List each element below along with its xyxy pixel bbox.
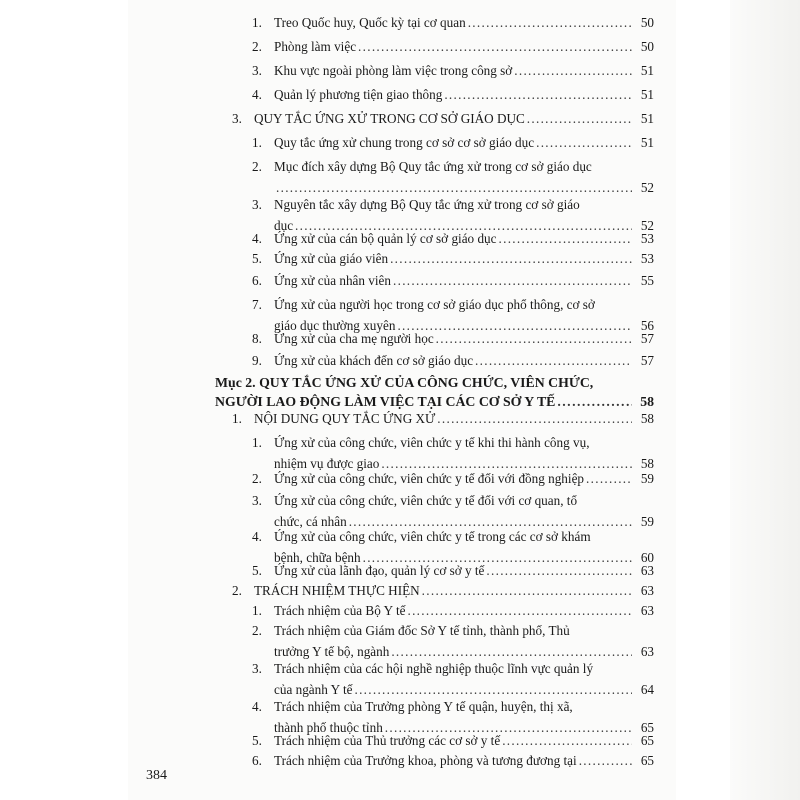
toc-entry-title: Nguyên tắc xây dựng Bộ Quy tắc ứng xử trong cơ sở giáo <box>274 197 580 212</box>
toc-entry-title: Trách nhiệm của Trưởng phòng Y tế quận, huyện, thị xã, <box>274 699 573 714</box>
toc-entry-number: 2. <box>252 623 262 638</box>
toc-entry <box>252 434 654 472</box>
toc-entry <box>252 330 654 347</box>
toc-entry-page: 51 <box>640 135 654 150</box>
toc-entry <box>252 230 654 247</box>
toc-entry-page: 64 <box>640 682 654 697</box>
toc-entry-title: Ứng xử của khách đến cơ sở giáo dục <box>274 353 474 368</box>
toc-entry <box>252 14 654 31</box>
dot-leader <box>536 134 632 151</box>
toc-entry-title: Ứng xử của công chức, viên chức y tế đối với cơ quan, tổ <box>274 493 578 508</box>
dot-leader <box>527 110 632 127</box>
toc-entry-number: 4. <box>252 529 262 544</box>
toc-entry <box>215 374 654 410</box>
toc-entry-page: 53 <box>640 231 654 246</box>
toc-entry-page: 50 <box>640 39 654 54</box>
toc-entry-title: Ứng xử của người học trong cơ sở giáo dục phổ thông, cơ sở <box>274 297 595 312</box>
toc-entry-title: Trách nhiệm của Trưởng khoa, phòng và tương đương tại <box>274 753 577 768</box>
toc-entry-page: 65 <box>640 720 654 735</box>
dot-leader <box>437 410 632 427</box>
toc-entry-title: Treo Quốc huy, Quốc kỳ tại cơ quan <box>274 15 466 30</box>
toc-entry-number: 5. <box>252 733 262 748</box>
toc-entry <box>232 582 654 599</box>
toc-entry-page: 51 <box>640 87 654 102</box>
toc-entry-title: Quy tắc ứng xử chung trong cơ sở cơ sở giáo dục <box>274 135 535 150</box>
toc-entry-page: 58 <box>640 456 654 471</box>
toc-entry-title: TRÁCH NHIỆM THỰC HIỆN <box>254 583 420 598</box>
toc-entry <box>252 492 654 530</box>
toc-entry <box>252 296 654 334</box>
toc-entry <box>252 134 654 151</box>
toc-entry <box>252 732 654 749</box>
toc-entry <box>252 562 654 579</box>
toc-entry-page: 50 <box>640 15 654 30</box>
toc-entry-page: 59 <box>640 471 654 486</box>
toc-entry-page: 63 <box>640 603 654 618</box>
dot-leader <box>586 470 632 487</box>
toc-entry-title: của ngành Y tế <box>274 682 353 697</box>
toc-entry <box>252 352 654 369</box>
toc-entry-title: bệnh, chữa bệnh <box>274 550 361 565</box>
dot-leader <box>502 732 632 749</box>
toc-entry-title: Ứng xử của cán bộ quản lý cơ sở giáo dục <box>274 231 497 246</box>
page-edge-shadow <box>730 0 800 800</box>
dot-leader <box>499 230 633 247</box>
dot-leader <box>390 250 632 267</box>
toc-entry-title: Ứng xử của công chức, viên chức y tế trong các cơ sở khám <box>274 529 591 544</box>
toc-entry-number: 1. <box>252 435 262 450</box>
toc-entry-number: 3. <box>252 493 262 508</box>
toc-entry-title: Trách nhiệm của Bộ Y tế <box>274 603 406 618</box>
toc-entry-title: Ứng xử của công chức, viên chức y tế đối với đồng nghiệp <box>274 471 585 486</box>
toc-entry-page: 65 <box>640 733 654 748</box>
toc-entry <box>252 602 654 619</box>
toc-entry-title: trưởng Y tế bộ, ngành <box>274 644 390 659</box>
toc-entry <box>252 470 654 487</box>
dot-leader <box>393 272 632 289</box>
toc-entry-title: Ứng xử của công chức, viên chức y tế khi thi hành công vụ, <box>274 435 590 450</box>
toc-entry-number: 2. <box>252 39 262 54</box>
toc-entry-number: 2. <box>252 471 262 486</box>
dot-leader <box>444 86 632 103</box>
toc-entry-number: 3. <box>252 63 262 78</box>
toc-entry <box>232 410 654 427</box>
toc-entry-title: Ứng xử của giáo viên <box>274 251 389 266</box>
dot-leader <box>486 562 632 579</box>
dot-leader <box>391 643 632 660</box>
toc-entry-number: 4. <box>252 699 262 714</box>
toc-entry-page: 63 <box>640 563 654 578</box>
toc-entry-page: 53 <box>640 251 654 266</box>
toc-entry-page: 65 <box>640 753 654 768</box>
dot-leader <box>422 582 632 599</box>
toc-entry-page: 57 <box>640 353 654 368</box>
toc-entry-title: nhiệm vụ được giao <box>274 456 380 471</box>
toc-entry-number: 1. <box>252 603 262 618</box>
toc-entry-page: 56 <box>640 318 654 333</box>
toc-entry <box>252 272 654 289</box>
toc-entry <box>252 698 654 736</box>
toc-entry-number: 3. <box>252 197 262 212</box>
page-number: 384 <box>146 768 167 783</box>
toc-entry-page: 52 <box>640 218 654 233</box>
dot-leader <box>514 62 632 79</box>
toc-entry-page: 63 <box>640 644 654 659</box>
dot-leader <box>557 393 632 410</box>
toc-entry-title: NỘI DUNG QUY TẮC ỨNG XỬ <box>254 411 436 426</box>
toc-entry-page: 60 <box>640 550 654 565</box>
toc-entry <box>232 110 654 127</box>
toc-entry <box>252 660 654 698</box>
toc-entry-page: 58 <box>640 394 654 409</box>
dot-leader <box>354 681 632 698</box>
toc-entry-number: 8. <box>252 331 262 346</box>
toc-entry-page: 52 <box>640 180 654 195</box>
dot-leader <box>468 14 632 31</box>
toc-entry <box>252 86 654 103</box>
toc-entry-title: chức, cá nhân <box>274 514 347 529</box>
dot-leader <box>276 179 632 196</box>
toc-entry <box>252 528 654 566</box>
toc-entry-number: 4. <box>252 231 262 246</box>
toc-entry-page: 55 <box>640 273 654 288</box>
toc-entry-title: Quản lý phương tiện giao thông <box>274 87 443 102</box>
toc-entry-title: Khu vực ngoài phòng làm việc trong công sở <box>274 63 513 78</box>
toc-entry <box>252 622 654 660</box>
dot-leader <box>475 352 632 369</box>
toc-entry-title: Trách nhiệm của Giám đốc Sở Y tế tỉnh, thành phố, Thủ <box>274 623 570 638</box>
toc-entry-number: 3. <box>252 661 262 676</box>
toc-entry-number: 5. <box>252 251 262 266</box>
toc-entry-title: dục <box>274 218 294 233</box>
toc-entry-number: 2. <box>252 159 262 174</box>
toc-entry-number: 5. <box>252 563 262 578</box>
toc-entry-title: Trách nhiệm của Thủ trưởng các cơ sở y tế <box>274 733 501 748</box>
toc-entry-number: 2. <box>232 583 242 598</box>
dot-leader <box>436 330 632 347</box>
toc-entry-page: 57 <box>640 331 654 346</box>
toc-entry-number: 9. <box>252 353 262 368</box>
toc-entry-title: QUY TẮC ỨNG XỬ TRONG CƠ SỞ GIÁO DỤC <box>254 111 525 126</box>
toc-entry-title: Ứng xử của nhân viên <box>274 273 391 288</box>
dot-leader <box>579 752 632 769</box>
toc-entry-number: 3. <box>232 111 242 126</box>
toc-entry-page: 51 <box>640 111 654 126</box>
toc-entry <box>252 250 654 267</box>
toc-entry-page: 63 <box>640 583 654 598</box>
toc-entry <box>252 158 654 196</box>
toc-entry-number: 6. <box>252 273 262 288</box>
toc-entry <box>252 752 654 769</box>
toc-entry-page: 51 <box>640 63 654 78</box>
toc-entry-page: 58 <box>640 411 654 426</box>
toc-entry-title: giáo dục thường xuyên <box>274 318 396 333</box>
toc-entry-title: Ứng xử của lãnh đạo, quản lý cơ sở y tế <box>274 563 485 578</box>
toc-entry-title: NGƯỜI LAO ĐỘNG LÀM VIỆC TẠI CÁC CƠ SỞ Y TẾ <box>215 394 556 409</box>
toc-entry-title: Phòng làm việc <box>274 39 357 54</box>
toc-entry-page: 59 <box>640 514 654 529</box>
toc-entry-number: 4. <box>252 87 262 102</box>
toc-entry-title: Mục đích xây dựng Bộ Quy tắc ứng xử trong cơ sở giáo dục <box>274 159 592 174</box>
dot-leader <box>358 38 632 55</box>
toc-entry-title: Trách nhiệm của các hội nghề nghiệp thuộc lĩnh vực quản lý <box>274 661 594 676</box>
toc-entry-number: 6. <box>252 753 262 768</box>
toc-entry-title: thành phố thuộc tỉnh <box>274 720 383 735</box>
toc-entry-number: 1. <box>252 15 262 30</box>
dot-leader <box>407 602 632 619</box>
toc-entry-title: Ứng xử của cha mẹ người học <box>274 331 434 346</box>
toc-entry-number: 1. <box>232 411 242 426</box>
toc-entry <box>252 196 654 234</box>
toc-entry <box>252 38 654 55</box>
toc-entry <box>252 62 654 79</box>
toc-entry-number: 7. <box>252 297 262 312</box>
toc-entry-title: Mục 2. QUY TẮC ỨNG XỬ CỦA CÔNG CHỨC, VIÊN CHỨC, <box>215 375 594 390</box>
toc-entry-number: 1. <box>252 135 262 150</box>
